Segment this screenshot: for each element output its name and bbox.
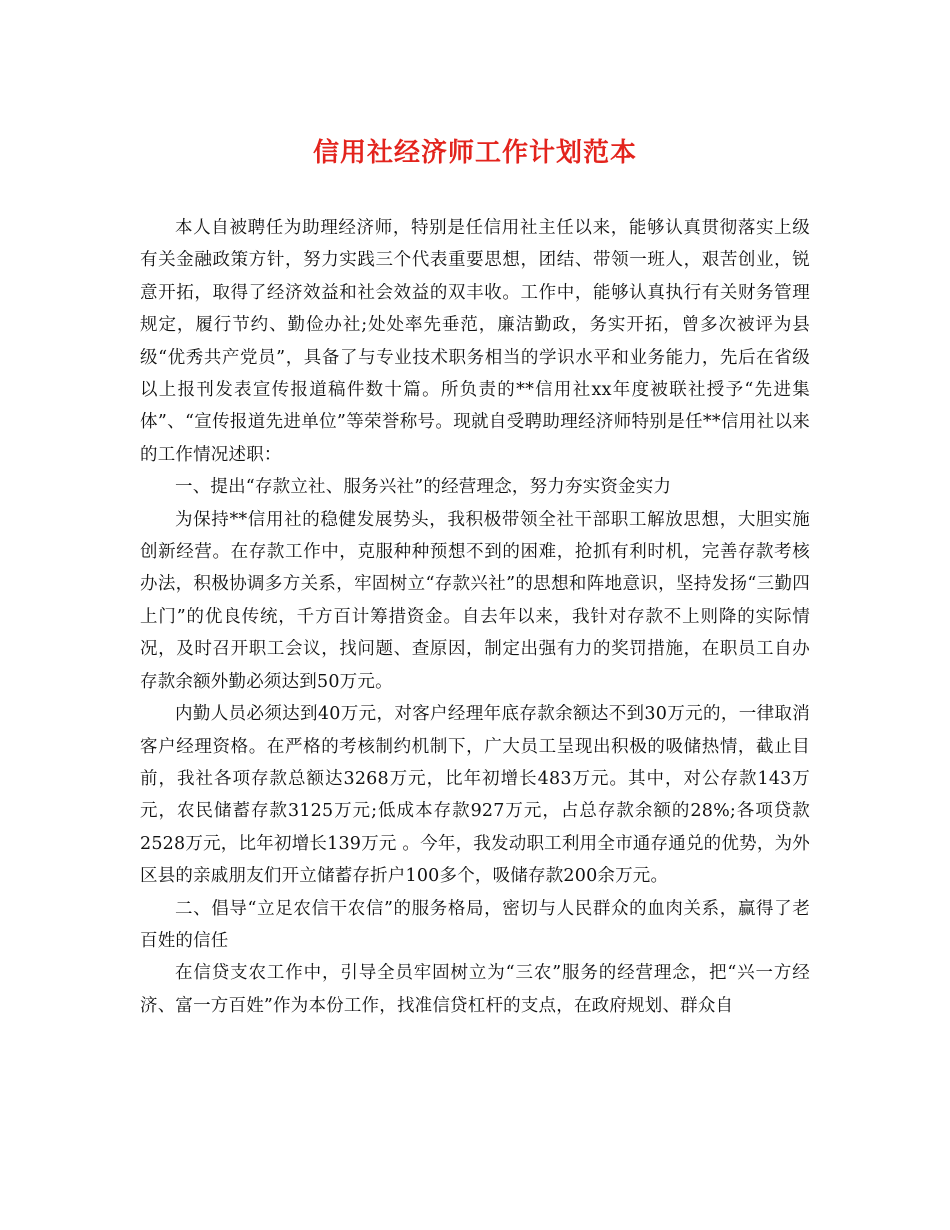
paragraph-deposit-results: 内勤人员必须达到40万元，对客户经理年底存款余额达不到30万元的，一律取消客户经理资格。在严格的考核制约机制下，广大员工呈现出积极的吸储热情，截止目前，我社各项存款总额达3268万元，比年初增长483万元。其中，对公存款143万元，农民储蓄存款3125万元;低成本存款927万元，占总存款余额的28%;各项贷款2528万元，比年初增长139万元 。今年，我发动职工利用全市通存通兑的优势，为外区县的亲戚朋友们开立储蓄存折户100多个，吸储存款200余万元。 [140,704,810,887]
document-title: 信用社经济师工作计划范本 [312,138,637,168]
section-heading-1: 一、提出“存款立社、服务兴社”的经营理念，努力夯实资金实力 [175,477,672,498]
paragraph-credit-support: 在信贷支农工作中，引导全员牢固树立为“三农”服务的经营理念，把“兴一方经济、富一方百姓”作为本份工作，找准信贷杠杆的支点，在政府规划、群众自 [140,963,810,1016]
document-body [140,212,810,1022]
section-heading-2: 二、倡导“立足农信干农信”的服务格局，密切与人民群众的血肉关系，赢得了老百姓的信任 [140,898,810,951]
paragraph-deposit-work: 为保持**信用社的稳健发展势头，我积极带领全社干部职工解放思想，大胆实施创新经营。在存款工作中，克服种种预想不到的困难，抢抓有利时机，完善存款考核办法，积极协调多方关系，牢固树立“存款兴社”的思想和阵地意识，坚持发扬“三勤四上门”的优良传统，千方百计筹措资金。自去年以来，我针对存款不上则降的实际情况，及时召开职工会议，找问题、查原因，制定出强有力的奖罚措施，在职员工自办存款余额外勤必须达到50万元。 [140,509,810,692]
paragraph-intro: 本人自被聘任为助理经济师，特别是任信用社主任以来，能够认真贯彻落实上级有关金融政策方针，努力实践三个代表重要思想，团结、带领一班人，艰苦创业，锐意开拓，取得了经济效益和社会效益的双丰收。工作中，能够认真执行有关财务管理规定，履行节约、勤俭办社;处处率先垂范，廉洁勤政，务实开拓，曾多次被评为县级“优秀共产党员”，具备了与专业技术职务相当的学识水平和业务能力，先后在省级以上报刊发表宣传报道稿件数十篇。所负责的**信用社xx年度被联社授予“先进集体”、“宣传报道先进单位”等荣誉称号。现就自受聘助理经济师特别是任**信用社以来的工作情况述职： [140,218,810,465]
